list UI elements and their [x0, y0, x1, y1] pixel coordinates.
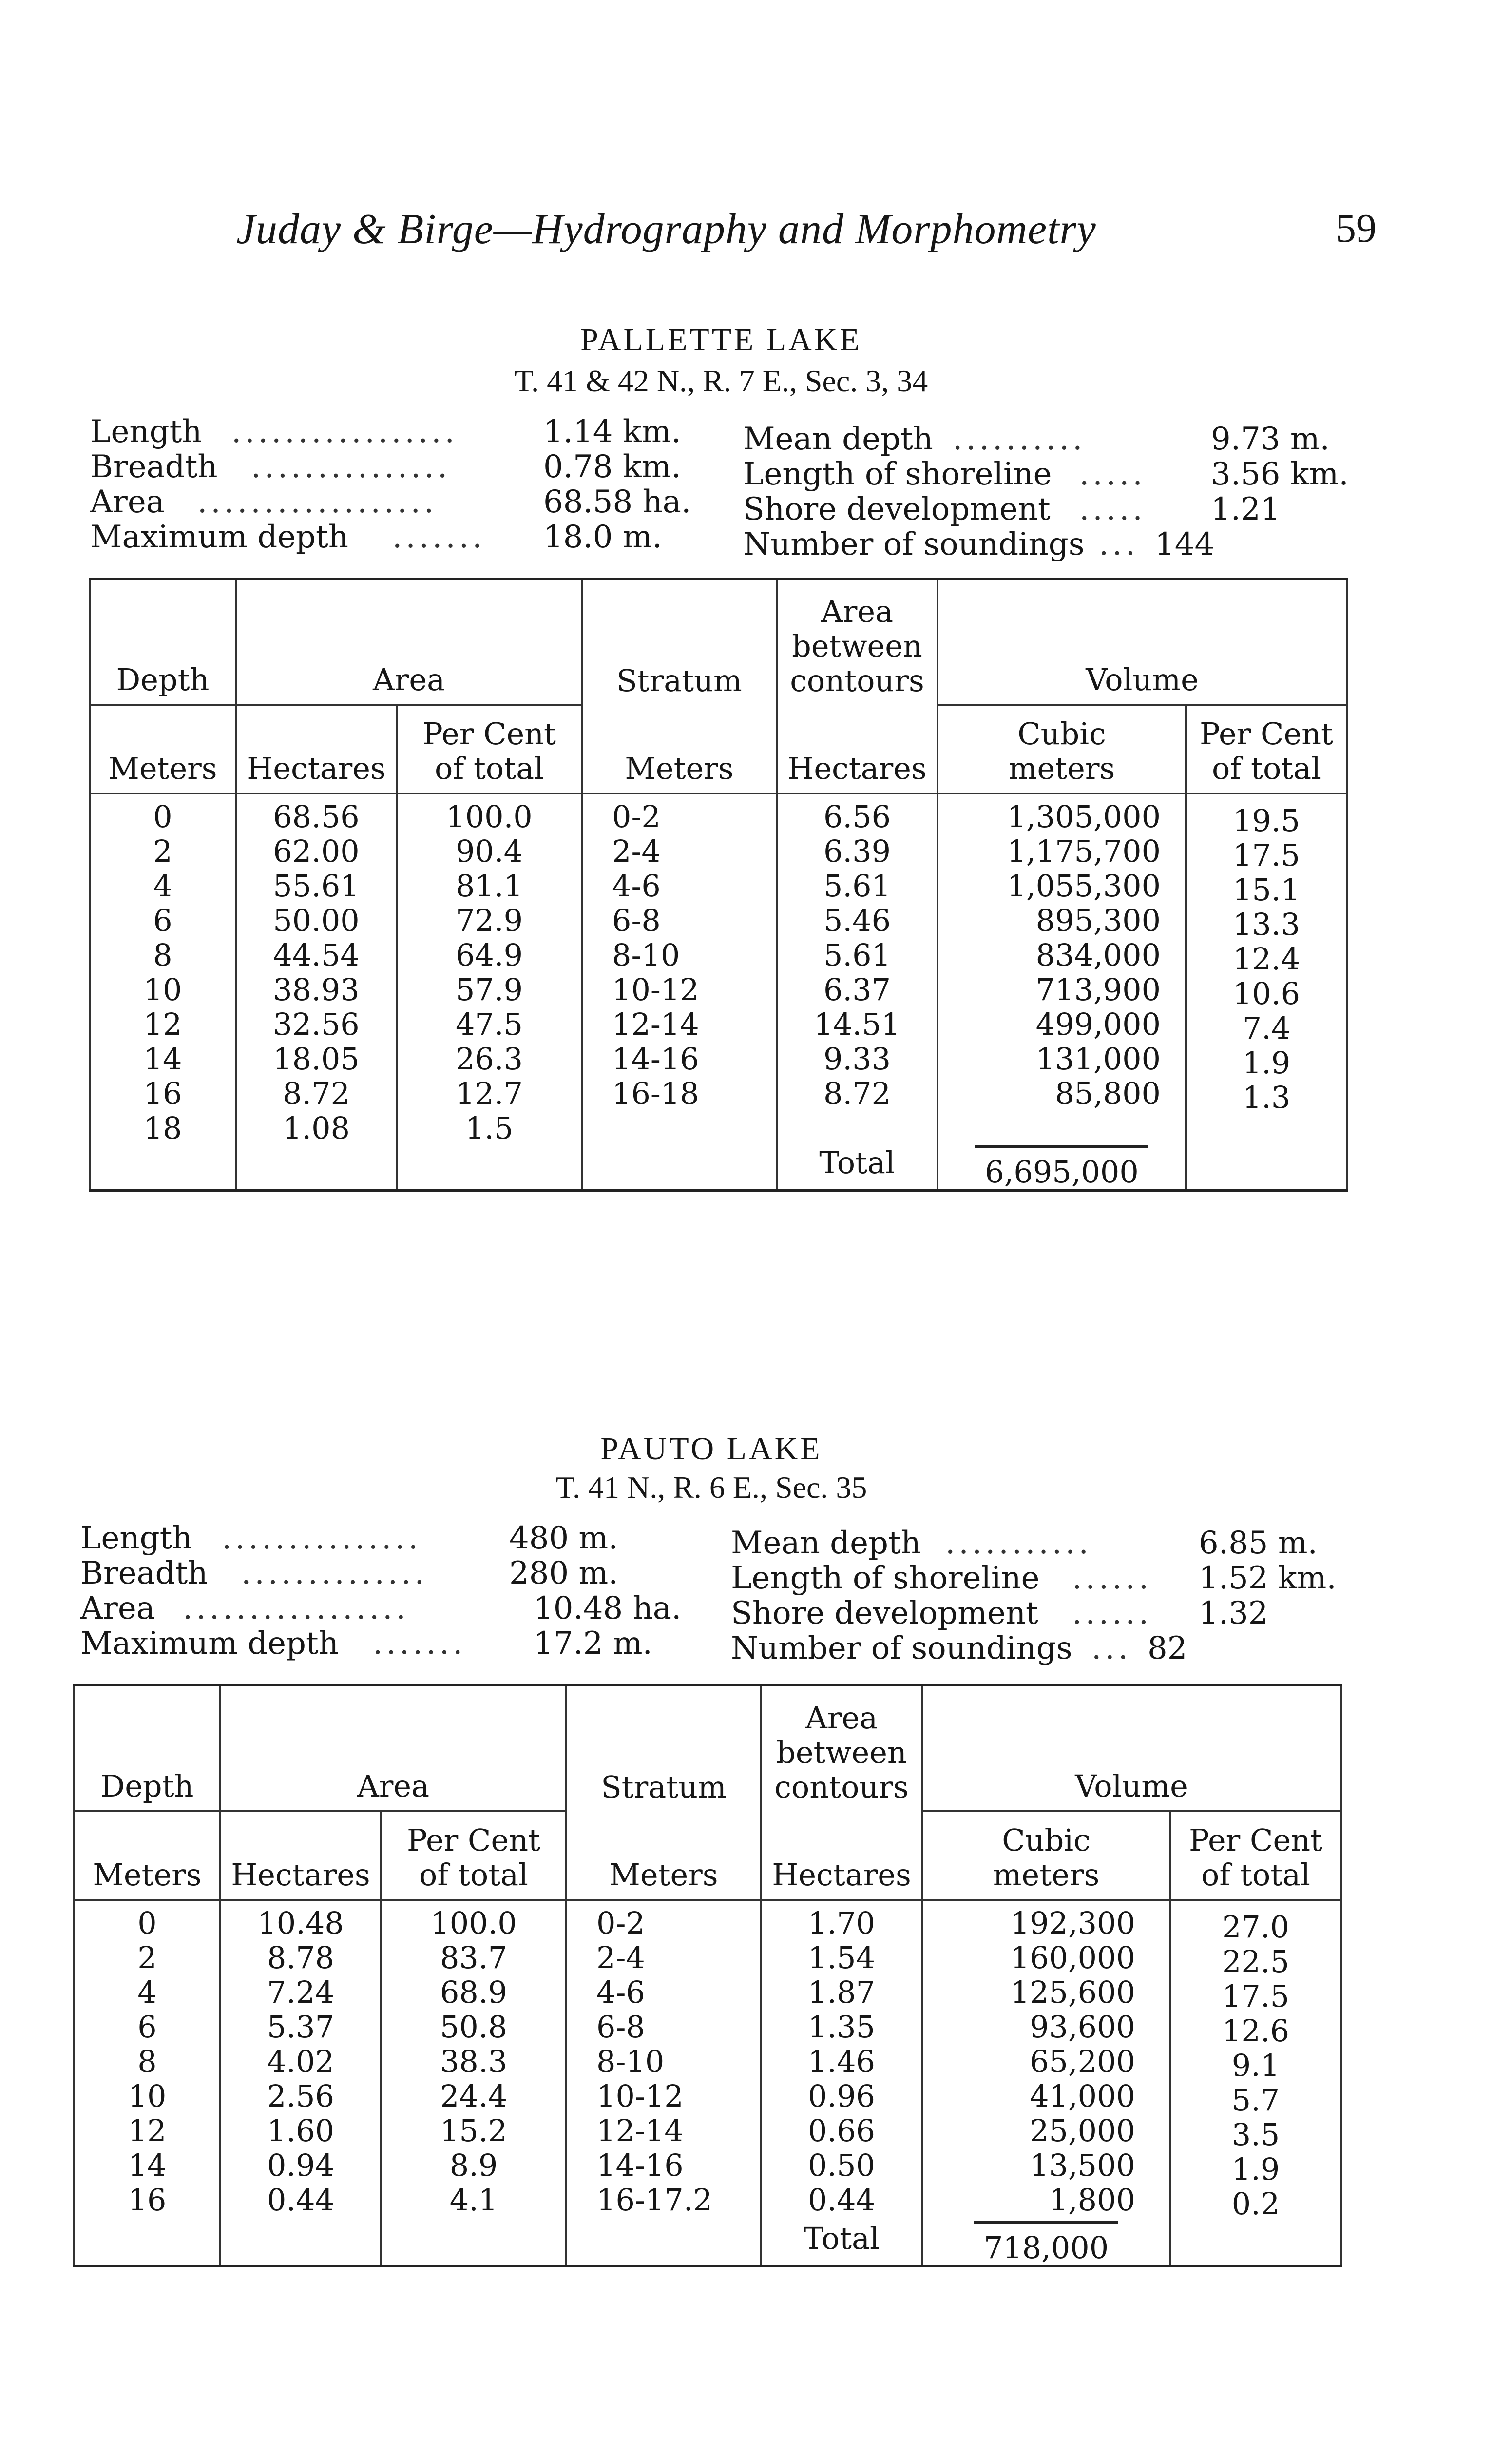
table-cell: 16	[128, 2182, 167, 2218]
stat-label: Mean depth	[743, 421, 933, 457]
col-header-between-hectares: Hectares	[777, 705, 938, 793]
table-cell: 2	[153, 833, 172, 869]
table-cell: 7.4	[1242, 1010, 1291, 1046]
leader-dots: ..............	[241, 1555, 428, 1591]
table-cell: 8-10	[612, 937, 680, 973]
col-header-area: Area	[220, 1685, 566, 1812]
col-header-volume: Volume	[922, 1685, 1341, 1812]
table-cell: 10-12	[612, 972, 699, 1007]
stat-row	[90, 484, 763, 520]
table-cell: 0-2	[596, 1905, 645, 1941]
table-cell: 125,600	[1010, 1974, 1136, 2010]
table-cell: 0-2	[612, 799, 661, 834]
table-cell: 4-6	[612, 868, 661, 904]
stat-value: 1.52 km.	[1199, 1560, 1337, 1596]
stat-label: Area	[80, 1590, 155, 1626]
per-cent-column	[381, 1900, 566, 2221]
stat-row	[80, 1521, 753, 1556]
table-cell: 1,055,300	[1007, 868, 1161, 904]
table-cell: 24.4	[440, 2078, 508, 2114]
table-cell: 1,305,000	[1007, 799, 1161, 834]
leader-dots: .................	[231, 414, 458, 450]
depth-column	[74, 1900, 220, 2221]
stat-row	[731, 1526, 1364, 1561]
stat-label: Shore development	[743, 491, 1051, 527]
header-line: Per Cent	[1189, 1822, 1322, 1858]
table-cell: 1.87	[807, 1974, 876, 2010]
table-cell: 8.9	[449, 2147, 498, 2183]
legal-location: T. 41 N., R. 6 E., Sec. 35	[555, 1470, 867, 1505]
table-cell: 5.37	[267, 2009, 335, 2045]
total-label: Total	[761, 2221, 922, 2266]
header-line: of total	[435, 751, 544, 786]
col-header-meters: Meters	[74, 1811, 220, 1900]
col-header-cubic-meters	[922, 1811, 1170, 1900]
col-header-volume-per-cent	[1186, 705, 1347, 793]
table-cell: 12.7	[455, 1076, 523, 1111]
leader-dots: .......	[392, 519, 486, 555]
table-cell: 5.46	[823, 903, 891, 938]
col-header-per-cent	[397, 705, 582, 793]
col-header-between-hectares: Hectares	[761, 1811, 922, 1900]
table-cell: 17.5	[1222, 1978, 1290, 2014]
table-cell: 100.0	[430, 1905, 517, 1941]
stat-row	[80, 1591, 753, 1626]
table-cell: 0.44	[267, 2182, 335, 2218]
table-cell: 4.1	[449, 2182, 498, 2218]
leader-dots: ...............	[251, 449, 451, 485]
leader-dots: ...............	[222, 1520, 422, 1556]
table-cell: 64.9	[455, 937, 523, 973]
between-hectares-column	[761, 1900, 922, 2221]
stat-row	[90, 520, 763, 555]
stratum-column	[566, 1900, 761, 2221]
table-cell: 90.4	[455, 833, 523, 869]
table-cell: 10	[128, 2078, 167, 2114]
stat-row	[80, 1556, 753, 1591]
stat-label: Area	[90, 484, 165, 520]
table-cell: 25,000	[1030, 2113, 1136, 2148]
table-cell: 895,300	[1035, 903, 1161, 938]
stat-label: Number of soundings	[743, 526, 1085, 562]
table-cell: 1.35	[807, 2009, 876, 2045]
cubic-meters-column	[922, 1900, 1170, 2221]
leader-dots: ..................	[197, 484, 438, 520]
col-header-area: Area	[236, 579, 582, 705]
table-cell: 3.5	[1231, 2117, 1280, 2152]
table-cell: 14.51	[814, 1006, 900, 1042]
stat-value: 144	[1155, 526, 1215, 562]
header-line: of total	[1201, 1857, 1310, 1893]
stat-value: 17.2 m.	[534, 1625, 652, 1662]
total-volume-cell	[938, 1145, 1186, 1191]
table-cell: 38.3	[440, 2044, 508, 2079]
empty-cell	[74, 2221, 220, 2266]
table-cell: 15.1	[1232, 872, 1301, 908]
col-header-hectares: Hectares	[220, 1811, 381, 1900]
table-cell: 8	[137, 2044, 157, 2079]
col-header-depth: Depth	[90, 579, 236, 705]
table-cell: 15.2	[440, 2113, 508, 2148]
leader-dots: .....	[1079, 456, 1146, 492]
table-cell: 13,500	[1030, 2147, 1136, 2183]
header-line: Area	[821, 594, 894, 629]
total-volume: 6,695,000	[975, 1145, 1148, 1189]
table-cell: 1.5	[465, 1110, 514, 1146]
table-cell: 8-10	[596, 2044, 665, 2079]
stat-label: Breadth	[90, 449, 218, 485]
stat-row	[743, 492, 1367, 527]
leader-dots: ..........	[953, 421, 1086, 457]
empty-cell	[90, 1145, 236, 1191]
table-cell: 8.72	[823, 1076, 891, 1111]
table-cell: 9.33	[823, 1041, 891, 1077]
volume-per-cent-column	[1186, 793, 1347, 1145]
table-cell: 6-8	[612, 903, 661, 938]
table-cell: 4	[137, 1974, 157, 2010]
total-volume-cell	[922, 2221, 1170, 2266]
stat-label: Maximum depth	[90, 519, 348, 555]
table-cell: 7.24	[267, 1974, 335, 2010]
table-cell: 1,175,700	[1007, 833, 1161, 869]
table-cell: 14-16	[596, 2147, 684, 2183]
table-cell: 50.00	[273, 903, 360, 938]
stat-value: 10.48 ha.	[534, 1590, 682, 1626]
empty-cell	[1170, 2221, 1341, 2266]
table-cell: 2-4	[596, 1940, 645, 1975]
col-header-area-between	[777, 579, 938, 705]
table-cell: 1.9	[1242, 1045, 1291, 1081]
table-cell: 12.6	[1222, 2013, 1290, 2049]
table-cell: 13.3	[1232, 907, 1301, 942]
table-cell: 17.5	[1232, 837, 1301, 873]
empty-cell	[1186, 1145, 1347, 1191]
table-cell: 1.46	[807, 2044, 876, 2079]
table-cell: 6.56	[823, 799, 891, 834]
empty-cell	[582, 1145, 777, 1191]
header-line: meters	[1008, 751, 1115, 786]
leader-dots: .....	[1079, 491, 1146, 527]
col-header-depth: Depth	[74, 1685, 220, 1812]
table-cell: 0.94	[267, 2147, 335, 2183]
lake-name: PAUTO LAKE	[600, 1431, 823, 1467]
table-cell: 14-16	[612, 1041, 699, 1077]
stat-label: Length	[90, 414, 202, 450]
table-cell: 85,800	[1055, 1076, 1161, 1111]
cubic-meters-column	[938, 793, 1186, 1145]
lake-name: PALLETTE LAKE	[580, 322, 862, 358]
table-cell: 47.5	[455, 1006, 523, 1042]
table-cell: 12-14	[596, 2113, 684, 2148]
stat-value: 9.73 m.	[1211, 421, 1330, 457]
table-cell: 131,000	[1035, 1041, 1161, 1077]
table-cell: 1.60	[267, 2113, 335, 2148]
stat-value: 1.21	[1211, 491, 1281, 527]
table-cell: 0	[137, 1905, 157, 1941]
table-cell: 62.00	[273, 833, 360, 869]
running-title: Juday & Birge—Hydrography and Morphometry	[236, 206, 1096, 253]
col-header-stratum: Stratum	[566, 1685, 761, 1812]
col-header-volume: Volume	[938, 579, 1347, 705]
table-cell: 16	[143, 1076, 182, 1111]
header-line: Area	[805, 1700, 878, 1736]
table-cell: 19.5	[1232, 803, 1301, 838]
right-stats	[731, 1526, 1364, 1666]
stat-row	[743, 457, 1367, 492]
table-cell: 10.48	[257, 1905, 344, 1941]
table-cell: 1.3	[1242, 1080, 1291, 1115]
stat-row	[743, 527, 1367, 562]
leader-dots: .......	[373, 1625, 466, 1662]
stat-value: 18.0 m.	[543, 519, 662, 555]
table-cell: 18	[143, 1110, 182, 1146]
table-cell: 5.61	[823, 868, 891, 904]
stat-row	[731, 1631, 1364, 1666]
table-cell: 6	[153, 903, 172, 938]
total-volume: 718,000	[974, 2221, 1118, 2265]
header-line: contours	[774, 1769, 909, 1805]
header-line: Per Cent	[1200, 716, 1333, 752]
stat-label: Length of shoreline	[731, 1560, 1040, 1596]
table-cell: 10.6	[1232, 976, 1301, 1011]
col-header-stratum-meters: Meters	[566, 1811, 761, 1900]
table-cell: 72.9	[455, 903, 523, 938]
header-line: meters	[993, 1857, 1100, 1893]
legal-location: T. 41 & 42 N., R. 7 E., Sec. 3, 34	[514, 364, 928, 398]
table-cell: 6-8	[596, 2009, 645, 2045]
table-cell: 5.7	[1231, 2082, 1280, 2118]
stat-value: 280 m.	[509, 1555, 618, 1591]
table-cell: 0.50	[807, 2147, 876, 2183]
table-cell: 1.08	[282, 1110, 350, 1146]
table-cell: 713,900	[1035, 972, 1161, 1007]
table-cell: 834,000	[1035, 937, 1161, 973]
empty-cell	[566, 2221, 761, 2266]
table-cell: 6	[137, 2009, 157, 2045]
table-cell: 0	[153, 799, 172, 834]
table-cell: 499,000	[1035, 1006, 1161, 1042]
between-hectares-column	[777, 793, 938, 1145]
table-cell: 4.02	[267, 2044, 335, 2079]
left-stats	[80, 1521, 753, 1661]
stat-label: Mean depth	[731, 1525, 921, 1561]
total-label: Total	[777, 1145, 938, 1191]
table-cell: 8.72	[282, 1076, 350, 1111]
table-cell: 12-14	[612, 1006, 699, 1042]
table-cell: 12.4	[1232, 941, 1301, 977]
header-line: Per Cent	[422, 716, 556, 752]
header-line: Cubic	[1017, 716, 1106, 752]
table-cell: 1,800	[1049, 2182, 1136, 2218]
table-cell: 10-12	[596, 2078, 684, 2114]
volume-per-cent-column	[1170, 1900, 1341, 2221]
table-cell: 2.56	[267, 2078, 335, 2114]
table-cell: 0.2	[1231, 2186, 1280, 2222]
table-cell: 12	[128, 2113, 167, 2148]
morphometry-table	[89, 578, 1348, 1192]
hectares-column	[236, 793, 397, 1145]
stat-row	[90, 449, 763, 484]
stat-value: 1.32	[1199, 1595, 1268, 1631]
table-cell: 16-18	[612, 1076, 699, 1111]
table-cell: 9.1	[1231, 2048, 1280, 2083]
leader-dots: ...	[1099, 526, 1139, 562]
stat-row	[731, 1561, 1364, 1596]
leader-dots: ......	[1072, 1595, 1152, 1631]
table-cell: 26.3	[455, 1041, 523, 1077]
col-header-volume-per-cent	[1170, 1811, 1341, 1900]
stat-label: Length	[80, 1520, 192, 1556]
table-cell: 1.9	[1231, 2151, 1280, 2187]
stat-row	[731, 1596, 1364, 1631]
table-cell: 50.8	[440, 2009, 508, 2045]
header-line: between	[776, 1735, 907, 1770]
header-line: of total	[1212, 751, 1321, 786]
depth-column	[90, 793, 236, 1145]
leader-dots: .................	[183, 1590, 409, 1626]
table-cell: 6.39	[823, 833, 891, 869]
header-line: Cubic	[1002, 1822, 1091, 1858]
empty-cell	[220, 2221, 381, 2266]
empty-cell	[397, 1145, 582, 1191]
table-cell: 55.61	[273, 868, 360, 904]
lake-section-pallette	[83, 312, 1359, 1238]
stat-value: 1.14 km.	[543, 414, 681, 450]
col-header-cubic-meters	[938, 705, 1186, 793]
table-cell: 2-4	[612, 833, 661, 869]
empty-cell	[381, 2221, 566, 2266]
table-cell: 68.56	[273, 799, 360, 834]
stat-label: Breadth	[80, 1555, 208, 1591]
page-number: 59	[1336, 206, 1377, 251]
stat-row	[743, 422, 1367, 457]
morphometry-table	[73, 1684, 1342, 2267]
hectares-column	[220, 1900, 381, 2221]
col-header-meters: Meters	[90, 705, 236, 793]
table-cell: 14	[143, 1041, 182, 1077]
leader-dots: ...	[1091, 1630, 1132, 1666]
table-cell: 4-6	[596, 1974, 645, 2010]
table-cell: 1.54	[807, 1940, 876, 1975]
header-line: Per Cent	[407, 1822, 540, 1858]
stat-row	[90, 414, 763, 449]
table-cell: 0.44	[807, 2182, 876, 2218]
table-cell: 38.93	[273, 972, 360, 1007]
stat-value: 0.78 km.	[543, 449, 681, 485]
per-cent-column	[397, 793, 582, 1145]
stat-value: 68.58 ha.	[543, 484, 691, 520]
col-header-stratum: Stratum	[582, 579, 777, 705]
table-cell: 2	[137, 1940, 157, 1975]
col-header-hectares: Hectares	[236, 705, 397, 793]
table-cell: 93,600	[1030, 2009, 1136, 2045]
table-cell: 83.7	[440, 1940, 508, 1975]
table-cell: 81.1	[455, 868, 523, 904]
table-cell: 16-17.2	[596, 2182, 712, 2218]
stratum-column	[582, 793, 777, 1145]
table-cell: 0.96	[807, 2078, 876, 2114]
table-cell: 8	[153, 937, 172, 973]
table-cell: 160,000	[1010, 1940, 1136, 1975]
table-cell: 6.37	[823, 972, 891, 1007]
stat-label: Shore development	[731, 1595, 1038, 1631]
stat-value: 3.56 km.	[1211, 456, 1349, 492]
stat-row	[80, 1626, 753, 1661]
table-cell: 12	[143, 1006, 182, 1042]
table-cell: 27.0	[1222, 1909, 1290, 1945]
empty-cell	[236, 1145, 397, 1191]
table-cell: 68.9	[440, 1974, 508, 2010]
stat-label: Maximum depth	[80, 1625, 339, 1662]
table-cell: 44.54	[273, 937, 360, 973]
stat-value: 6.85 m.	[1199, 1525, 1318, 1561]
table-cell: 22.5	[1222, 1944, 1290, 1979]
table-cell: 4	[153, 868, 172, 904]
stat-value: 480 m.	[509, 1520, 618, 1556]
left-stats	[90, 414, 763, 555]
table-cell: 32.56	[273, 1006, 360, 1042]
header-line: of total	[419, 1857, 528, 1893]
stat-label: Number of soundings	[731, 1630, 1072, 1666]
lake-section-pauto	[73, 1431, 1350, 2357]
leader-dots: ......	[1072, 1560, 1152, 1596]
table-cell: 57.9	[455, 972, 523, 1007]
stat-label: Length of shoreline	[743, 456, 1052, 492]
table-cell: 14	[128, 2147, 167, 2183]
table-cell: 10	[143, 972, 182, 1007]
leader-dots: ...........	[945, 1525, 1092, 1561]
table-cell: 41,000	[1030, 2078, 1136, 2114]
header-line: contours	[790, 663, 924, 698]
table-cell: 192,300	[1010, 1905, 1136, 1941]
right-stats	[743, 422, 1367, 562]
table-cell: 100.0	[446, 799, 533, 834]
table-cell: 65,200	[1030, 2044, 1136, 2079]
col-header-per-cent	[381, 1811, 566, 1900]
running-head	[236, 205, 1377, 258]
col-header-area-between	[761, 1685, 922, 1812]
col-header-stratum-meters: Meters	[582, 705, 777, 793]
stat-value: 82	[1148, 1630, 1187, 1666]
table-cell: 1.70	[807, 1905, 876, 1941]
table-cell: 8.78	[267, 1940, 335, 1975]
header-line: between	[792, 628, 922, 664]
table-cell: 0.66	[807, 2113, 876, 2148]
table-cell: 5.61	[823, 937, 891, 973]
table-cell: 18.05	[273, 1041, 360, 1077]
